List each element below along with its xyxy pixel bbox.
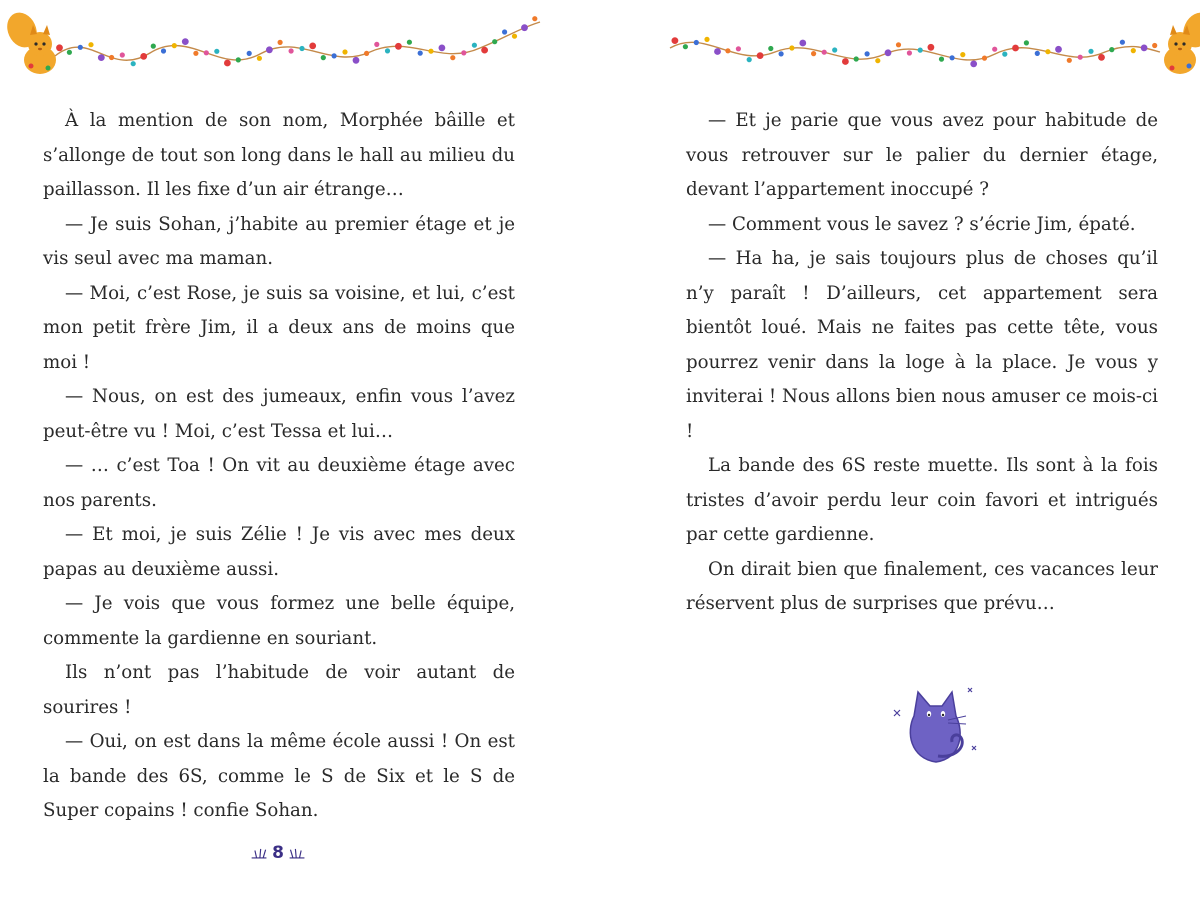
paragraph: — Je vois que vous formez une belle équipe, commente la gardienne en souriant. [43, 593, 515, 649]
paragraph: Ils n’ont pas l’habitude de voir autant de sourires ! [43, 662, 515, 718]
garland-bead [342, 49, 347, 54]
garland-bead [236, 57, 241, 62]
garland-bead [854, 56, 859, 61]
garland-bead [299, 46, 304, 51]
garland-bead [832, 47, 837, 52]
paragraph: — Et je parie que vous avez pour habitude de vous retrouver sur le palier du dernier étage, devant l’appartement inoccupé ? [686, 110, 1158, 200]
garland-bead [799, 40, 806, 47]
garland-bead [1045, 49, 1050, 54]
garland-bead [928, 44, 935, 51]
garland-bead [374, 42, 379, 47]
leaf-sprig-icon [288, 845, 306, 861]
garland-bead [1141, 45, 1148, 52]
garland-bead [521, 24, 528, 31]
garland-bead [1067, 58, 1072, 63]
garland-bead [193, 51, 198, 56]
garland-bead [120, 52, 125, 57]
page-number: 8 [272, 843, 284, 863]
garland-bead [364, 51, 369, 56]
garland-bead [683, 44, 688, 49]
garland-bead [992, 47, 997, 52]
garland-bead [214, 49, 219, 54]
garland-bead [896, 42, 901, 47]
garland-bead [960, 52, 965, 57]
garland-bead [385, 48, 390, 53]
garland-bead [204, 50, 209, 55]
garland-bead [418, 51, 423, 56]
garland-bead [918, 48, 923, 53]
garland-bead [353, 57, 360, 64]
garland-bead [672, 37, 679, 44]
garland-bead [247, 51, 252, 56]
garland-bead [1131, 48, 1136, 53]
garland-bead [461, 50, 466, 55]
paragraph: — … c’est Toa ! On vit au deuxième étage avec nos parents. [43, 455, 515, 511]
paragraph: — Ha ha, je sais toujours plus de choses qu’il n’y paraît ! D’ailleurs, cet appartement sera bientôt loué. Mais ne faites pas cette tête, vous pourrez venir dans la loge à la place. Je vous y inviterai ! Nous allons bien nous amuser ce mois-ci ! [686, 248, 1158, 442]
right-page [600, 0, 1200, 900]
garland-bead [694, 40, 699, 45]
garland-bead [822, 50, 827, 55]
left-page-text [43, 104, 515, 829]
garland-bead [1109, 47, 1114, 52]
garland-bead [407, 40, 412, 45]
paragraph: — Oui, on est dans la même école aussi ! On est la bande des 6S, comme le S de Six et le S de Super copains ! confie Sohan. [43, 731, 515, 821]
garland-bead [182, 38, 189, 45]
garland-bead [768, 46, 773, 51]
garland-bead [439, 45, 446, 52]
garland-bead [56, 44, 63, 51]
garland-bead [140, 53, 147, 60]
garland-bead [757, 52, 764, 59]
garland-bead [78, 45, 83, 50]
garland-bead [907, 50, 912, 55]
leaf-sprig-icon [250, 845, 268, 861]
garland-wire [55, 22, 540, 60]
garland-bead [278, 40, 283, 45]
paragraph: — Je suis Sohan, j’habite au premier étage et je vis seul avec ma maman. [43, 213, 515, 269]
garland-bead [1078, 55, 1083, 60]
garland-bead [950, 55, 955, 60]
garland-bead [842, 58, 849, 65]
garland-bead [1024, 40, 1029, 45]
squirrel-icon [2, 8, 56, 74]
garland-wire [670, 42, 1160, 60]
paragraph: — Nous, on est des jumeaux, enfin vous l’avez peut-être vu ! Moi, c’est Tessa et lui… [43, 386, 515, 442]
garland-bead [811, 51, 816, 56]
garland-bead [704, 37, 709, 42]
garland-bead [512, 34, 517, 39]
squirrel-icon [1164, 8, 1200, 74]
right-page-text [686, 104, 1158, 622]
garland-bead [1098, 54, 1105, 61]
garland-bead [982, 56, 987, 61]
garland-bead [502, 29, 507, 34]
paragraph: La bande des 6S reste muette. Ils sont à la fois tristes d’avoir perdu leur coin favori et intrigués par cette gardienne. [686, 455, 1158, 545]
garland-bead [1120, 40, 1125, 45]
garland-beads-right [672, 37, 1158, 68]
garland-bead [725, 48, 730, 53]
garland-bead [1152, 43, 1157, 48]
garland-bead [450, 55, 455, 60]
garland-bead [875, 58, 880, 63]
garland-bead [161, 48, 166, 53]
garland-bead [885, 49, 892, 56]
garland-bead [970, 61, 977, 68]
paragraph: — Comment vous le savez ? s’écrie Jim, épaté. [708, 213, 1136, 235]
garland-bead [321, 55, 326, 60]
garland-left [0, 8, 560, 88]
garland-beads-left [56, 16, 537, 66]
garland-bead [779, 51, 784, 56]
garland-bead [266, 46, 273, 53]
garland-bead [736, 46, 741, 51]
garland-bead [109, 55, 114, 60]
cat-icon [886, 670, 986, 770]
garland-bead [289, 48, 294, 53]
garland-bead [151, 44, 156, 49]
garland-bead [332, 53, 337, 58]
paragraph: On dirait bien que finalement, ces vacances leur réservent plus de surprises que prévu… [686, 558, 1158, 614]
garland-bead [67, 50, 72, 55]
garland-bead [309, 43, 316, 50]
garland-bead [257, 56, 262, 61]
garland-right [660, 8, 1200, 88]
garland-bead [395, 43, 402, 50]
garland-bead [98, 54, 105, 61]
paragraph: À la mention de son nom, Morphée bâille et s’allonge de tout son long dans le hall au milieu du paillasson. Il les fixe d’un air étrange… [43, 110, 515, 200]
garland-bead [172, 43, 177, 48]
garland-bead [1055, 46, 1062, 53]
page-number-folio [250, 838, 306, 868]
garland-bead [789, 45, 794, 50]
garland-bead [131, 61, 136, 66]
garland-bead [714, 48, 721, 55]
garland-bead [1002, 52, 1007, 57]
garland-bead [472, 43, 477, 48]
garland-bead [865, 51, 870, 56]
garland-bead [532, 16, 537, 21]
paragraph: — Et moi, je suis Zélie ! Je vis avec mes deux papas au deuxième aussi. [43, 524, 515, 580]
garland-bead [1035, 51, 1040, 56]
garland-bead [428, 49, 433, 54]
garland-bead [492, 39, 497, 44]
garland-bead [224, 60, 231, 67]
garland-bead [1012, 45, 1019, 52]
paragraph: — Moi, c’est Rose, je suis sa voisine, et lui, c’est mon petit frère Jim, il a deux ans de moins que moi ! [43, 282, 515, 373]
garland-bead [939, 57, 944, 62]
garland-bead [747, 57, 752, 62]
garland-bead [481, 47, 488, 54]
garland-bead [1088, 49, 1093, 54]
garland-bead [88, 42, 93, 47]
